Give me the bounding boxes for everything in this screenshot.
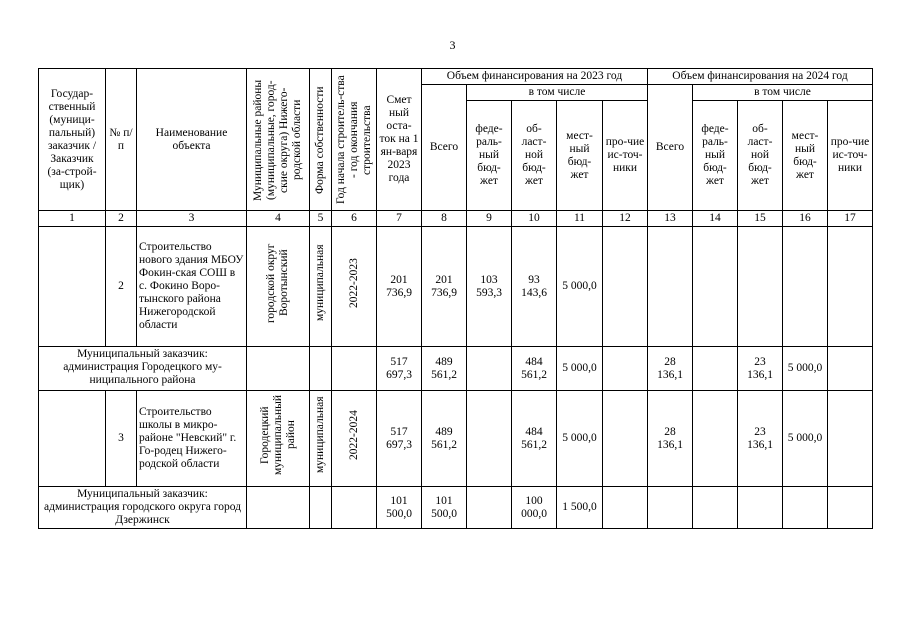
value-cell [603, 487, 648, 529]
column-number: 15 [738, 211, 783, 227]
header-districts-text: Муниципальные районы (муниципальные, город-ские округа) Нижего-родской области [252, 78, 303, 201]
value-cell: 5 000,0 [557, 391, 603, 487]
object-name: Строительство школы в микро-районе "Невский" г. Го-родец Нижего-родской области [137, 391, 247, 487]
column-number: 17 [828, 211, 873, 227]
column-number: 5 [310, 211, 332, 227]
customer-name: Муниципальный заказчик: администрация городского округа город Дзержинск [39, 487, 247, 529]
header-fin-2024: Объем финансирования на 2024 год [648, 69, 873, 85]
value-cell [693, 391, 738, 487]
object-ownership-text: муниципальная [314, 396, 326, 474]
column-number: 9 [467, 211, 512, 227]
column-number: 12 [603, 211, 648, 227]
object-years [332, 391, 377, 487]
header-years [332, 69, 377, 211]
value-cell [828, 487, 873, 529]
value-cell [603, 391, 648, 487]
value-cell [467, 391, 512, 487]
header-num: № п/п [106, 69, 137, 211]
value-cell: 201 736,9 [377, 227, 422, 347]
object-name: Строительство нового здания МБОУ Фокин-ская СОШ в с. Фокино Воро-тынского района Нижегородской области [137, 227, 247, 347]
value-cell [828, 347, 873, 391]
header-incl-2024: в том числе [693, 85, 873, 101]
value-cell: 5 000,0 [557, 227, 603, 347]
customer-row [39, 487, 873, 529]
value-cell [783, 227, 828, 347]
column-number: 13 [648, 211, 693, 227]
empty-cell [310, 487, 332, 529]
column-number: 10 [512, 211, 557, 227]
financing-table [38, 68, 873, 529]
header-federal-2024: феде-раль-ный бюд-жет [693, 101, 738, 211]
header-total-2024: Всего [648, 85, 693, 211]
value-cell [828, 227, 873, 347]
value-cell: 23 136,1 [738, 347, 783, 391]
column-number: 1 [39, 211, 106, 227]
value-cell: 484 561,2 [512, 391, 557, 487]
empty-cell [310, 347, 332, 391]
value-cell: 28 136,1 [648, 391, 693, 487]
object-district-text: городской округ Воротынский [265, 243, 290, 323]
value-cell: 100 000,0 [512, 487, 557, 529]
header-other-2023: про-чие ис-точ-ники [603, 101, 648, 211]
header-total-2023: Всего [422, 85, 467, 211]
header-federal-2023: феде-раль-ный бюд-жет [467, 101, 512, 211]
header-fin-2023: Объем финансирования на 2023 год [422, 69, 648, 85]
header-ownership [310, 69, 332, 211]
header-ownership-text: Форма собственности [314, 85, 326, 194]
value-cell [783, 487, 828, 529]
object-years-text: 2022-2024 [347, 410, 360, 460]
header-incl-2023: в том числе [467, 85, 648, 101]
object-district [247, 391, 310, 487]
customer-name: Муниципальный заказчик: администрация Городецкого му-ниципального района [39, 347, 247, 391]
column-number: 2 [106, 211, 137, 227]
value-cell: 484 561,2 [512, 347, 557, 391]
column-number: 8 [422, 211, 467, 227]
column-numbers-row [39, 211, 873, 227]
column-number: 14 [693, 211, 738, 227]
empty-cell [247, 347, 310, 391]
header-districts [247, 69, 310, 211]
value-cell: 103 593,3 [467, 227, 512, 347]
value-cell: 5 000,0 [557, 347, 603, 391]
value-cell [648, 487, 693, 529]
value-cell [738, 227, 783, 347]
customer-cell-empty [39, 391, 106, 487]
value-cell [603, 347, 648, 391]
page-number: 3 [449, 38, 456, 52]
row-num: 2 [106, 227, 137, 347]
row-num: 3 [106, 391, 137, 487]
value-cell [738, 487, 783, 529]
header-regional-2024: об-ласт-ной бюд-жет [738, 101, 783, 211]
value-cell [693, 227, 738, 347]
value-cell [467, 487, 512, 529]
value-cell: 101 500,0 [422, 487, 467, 529]
value-cell [603, 227, 648, 347]
value-cell: 201 736,9 [422, 227, 467, 347]
column-number: 7 [377, 211, 422, 227]
value-cell: 517 697,3 [377, 391, 422, 487]
object-row [39, 391, 873, 487]
object-district [247, 227, 310, 347]
customer-row [39, 347, 873, 391]
header-regional-2023: об-ласт-ной бюд-жет [512, 101, 557, 211]
value-cell: 23 136,1 [738, 391, 783, 487]
value-cell: 28 136,1 [648, 347, 693, 391]
value-cell [828, 391, 873, 487]
column-number: 11 [557, 211, 603, 227]
value-cell [693, 487, 738, 529]
header-years-text: Год начала строитель-ства - год окончания строительства [334, 75, 373, 204]
header-other-2024: про-чие ис-точ-ники [828, 101, 873, 211]
value-cell [693, 347, 738, 391]
object-district-text: Городецкий муниципальный район [258, 394, 297, 476]
value-cell: 93 143,6 [512, 227, 557, 347]
object-years-text: 2022-2023 [347, 258, 360, 308]
object-ownership-text: муниципальная [314, 244, 326, 322]
value-cell: 489 561,2 [422, 347, 467, 391]
object-years [332, 227, 377, 347]
customer-cell-empty [39, 227, 106, 347]
value-cell: 1 500,0 [557, 487, 603, 529]
column-number: 3 [137, 211, 247, 227]
empty-cell [247, 487, 310, 529]
value-cell [648, 227, 693, 347]
value-cell: 5 000,0 [783, 391, 828, 487]
header-local-2024: мест-ный бюд-жет [783, 101, 828, 211]
object-row [39, 227, 873, 347]
header-estimate: Смет ный оста-ток на 1 ян-варя 2023 года [377, 69, 422, 211]
object-ownership [310, 227, 332, 347]
column-number: 4 [247, 211, 310, 227]
empty-cell [332, 487, 377, 529]
value-cell [467, 347, 512, 391]
column-number: 6 [332, 211, 377, 227]
value-cell: 517 697,3 [377, 347, 422, 391]
header-customer: Государ-ственный (муници-пальный) заказчик / Заказчик (за-строй-щик) [39, 69, 106, 211]
value-cell: 101 500,0 [377, 487, 422, 529]
value-cell: 489 561,2 [422, 391, 467, 487]
column-number: 16 [783, 211, 828, 227]
object-ownership [310, 391, 332, 487]
header-local-2023: мест-ный бюд-жет [557, 101, 603, 211]
empty-cell [332, 347, 377, 391]
header-object-name: Наименование объекта [137, 69, 247, 211]
value-cell: 5 000,0 [783, 347, 828, 391]
